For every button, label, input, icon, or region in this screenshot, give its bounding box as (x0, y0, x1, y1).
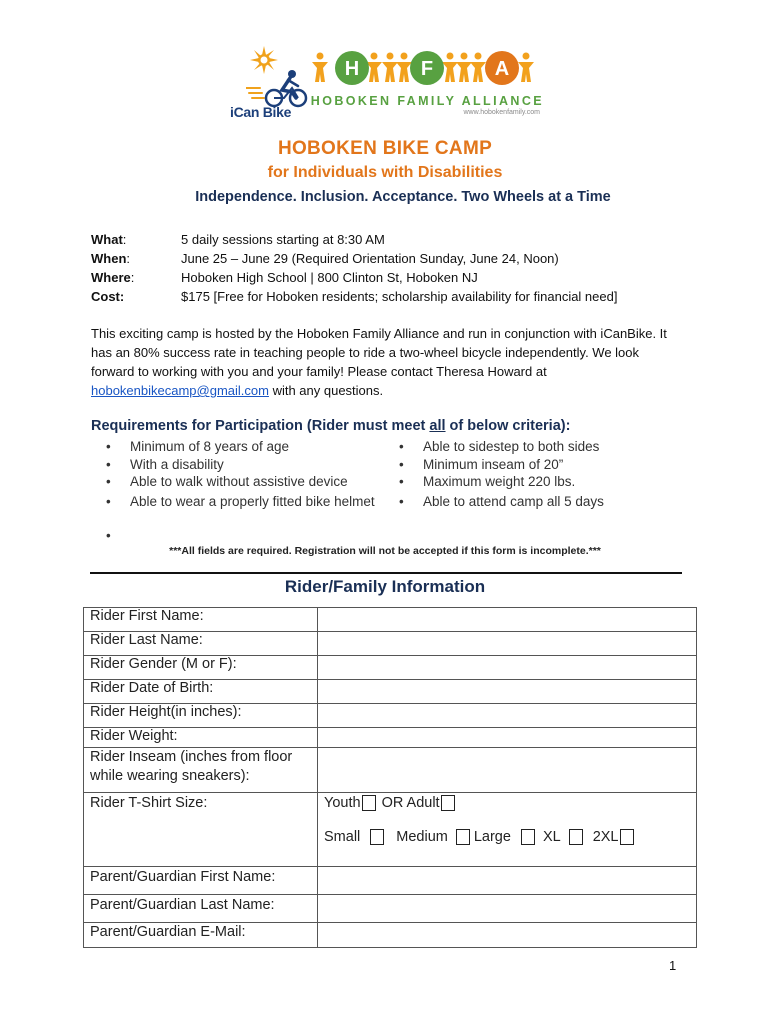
section-title: Rider/Family Information (284, 577, 486, 596)
detail-value: $175 [Free for Hoboken residents; scholarship availability for financial need] (181, 289, 618, 304)
hoboken-family-alliance-logo (308, 42, 548, 120)
field-label: Rider Inseam (inches from floor while wearing sneakers): (84, 748, 318, 793)
camp-details (91, 230, 617, 306)
size-xl-checkbox[interactable] (569, 829, 583, 845)
tshirt-size-cell (318, 793, 697, 867)
divider (90, 572, 682, 574)
intro-paragraph (91, 324, 681, 400)
field-label: Parent/Guardian Last Name: (84, 895, 318, 923)
required-fields-note: ***All fields are required. Registration will not be accepted if this form is incomplete.*** (169, 545, 601, 557)
requirements-list-left (106, 438, 376, 510)
table-row (84, 704, 697, 728)
list-item: • Able to wear a properly fitted bike helmet (106, 493, 375, 509)
field-label: Rider First Name: (84, 608, 318, 632)
size-2xl-label: 2XL (592, 829, 619, 845)
detail-label: When (91, 251, 127, 266)
table-row (84, 923, 697, 948)
hfa-letter-h: H (344, 58, 360, 80)
person-figure-head (461, 53, 468, 60)
table-row (84, 608, 697, 632)
rider-last-name-field[interactable] (318, 632, 697, 656)
rider-dob-field[interactable] (318, 680, 697, 704)
hfa-letter-a: A (494, 58, 510, 80)
bike-rider-icon (246, 68, 308, 108)
size-medium-label: Medium (396, 829, 448, 845)
table-row (84, 680, 697, 704)
table-row (84, 793, 697, 867)
table-row (84, 748, 697, 793)
hfa-wordmark: HOBOKEN FAMILY ALLIANCE (310, 94, 544, 108)
size-medium-checkbox[interactable] (456, 829, 470, 845)
size-2xl-checkbox[interactable] (620, 829, 634, 845)
size-xl-label: XL (542, 829, 561, 845)
empty-bullet: • (106, 528, 111, 543)
table-row (84, 895, 697, 923)
person-figure-body (470, 62, 486, 82)
hfa-url: www.hobokenfamily.com (463, 109, 540, 116)
size-large-label: Large (473, 829, 511, 845)
rider-height-field[interactable] (318, 704, 697, 728)
field-label: Rider Last Name: (84, 632, 318, 656)
parent-last-name-field[interactable] (318, 895, 697, 923)
detail-row-cost (91, 287, 617, 306)
person-figure-body (396, 62, 412, 82)
list-item: • Able to walk without assistive device (106, 474, 348, 489)
size-large-checkbox[interactable] (521, 829, 535, 845)
requirements-list-right (399, 438, 659, 510)
person-figure-head (447, 53, 454, 60)
list-item: • Able to sidestep to both sides (399, 439, 600, 454)
tagline: Independence. Inclusion. Acceptance. Two Wheels at a Time (195, 189, 611, 205)
person-figure-head (475, 53, 482, 60)
detail-row-what: What: 5 daily sessions starting at 8:30 AM (91, 232, 385, 247)
person-figure-body (382, 62, 398, 82)
rider-weight-field[interactable] (318, 728, 697, 748)
detail-label: Cost: (91, 289, 125, 304)
detail-label: Where (91, 270, 131, 285)
contact-email-link[interactable]: hobokenbikecamp@gmail.com (91, 383, 269, 398)
person-figure-head (523, 53, 530, 60)
list-item: • With a disability (106, 456, 224, 472)
person-figure-head (401, 53, 408, 60)
table-row (84, 632, 697, 656)
size-small-checkbox[interactable] (370, 829, 384, 845)
field-label: Rider Height(in inches): (84, 704, 318, 728)
person-figure-body (456, 62, 472, 82)
rider-gender-field[interactable] (318, 656, 697, 680)
page-subtitle: for Individuals with Disabilities (267, 164, 503, 181)
field-label: Rider Date of Birth: (84, 680, 318, 704)
field-label: Rider Weight: (84, 728, 318, 748)
table-row (84, 728, 697, 748)
field-label: Rider T-Shirt Size: (84, 793, 318, 867)
youth-checkbox[interactable] (362, 795, 376, 811)
detail-value: 5 daily sessions starting at 8:30 AM (181, 232, 385, 247)
size-small-label: Small (324, 829, 361, 845)
detail-value: June 25 – June 29 (Required Orientation Sunday, June 24, Noon) (181, 251, 559, 266)
ican-bike-logo (228, 46, 308, 118)
rider-first-name-field[interactable] (318, 608, 697, 632)
intro-text: This exciting camp is hosted by the Hoboken Family Alliance and run in conjunction with iCanBike. It has an 80% success rate in teaching people to ride a two-wheel bicycle independently. We look forward to working with you and your family! Please contact Theresa Howard at (91, 326, 667, 379)
youth-label: Youth (324, 795, 361, 811)
intro-text-end: with any questions. (268, 383, 384, 398)
list-item: • Minimum of 8 years of age (106, 439, 290, 454)
requirements-heading: Requirements for Participation (Rider must meet all of below criteria): (91, 418, 571, 434)
detail-row-where: Where: Hoboken High School | 800 Clinton St, Hoboken NJ (91, 270, 478, 285)
field-label: Parent/Guardian First Name: (84, 867, 318, 895)
field-label: Parent/Guardian E-Mail: (84, 923, 318, 948)
person-figure-body (518, 62, 534, 82)
family-people-icon (312, 48, 542, 88)
list-item: • Able to attend camp all 5 days (399, 493, 604, 509)
person-figure-head (371, 53, 378, 60)
or-adult-label: OR Adult (381, 795, 440, 811)
person-figure-head (387, 53, 394, 60)
parent-first-name-field[interactable] (318, 867, 697, 895)
adult-checkbox[interactable] (441, 795, 455, 811)
detail-row-when: When: June 25 – June 29 (Required Orientation Sunday, June 24, Noon) (91, 251, 559, 266)
person-figure-head (317, 53, 324, 60)
list-item: • Maximum weight 220 lbs. (399, 474, 576, 489)
hfa-letter-f: F (420, 58, 434, 80)
table-row (84, 867, 697, 895)
ican-bike-wordmark: iCan Bike (230, 104, 292, 120)
detail-label: What (91, 232, 123, 247)
rider-inseam-field[interactable] (318, 748, 697, 793)
field-label: Rider Gender (M or F): (84, 656, 318, 680)
parent-email-field[interactable] (318, 923, 697, 948)
person-figure-body (312, 62, 328, 82)
detail-value: Hoboken High School | 800 Clinton St, Hoboken NJ (181, 270, 478, 285)
table-row (84, 656, 697, 680)
rider-family-form (83, 607, 697, 948)
page-number: 1 (669, 958, 677, 973)
list-item: • Minimum inseam of 20” (399, 456, 564, 472)
person-figure-body (442, 62, 458, 82)
page-title: HOBOKEN BIKE CAMP (277, 138, 493, 159)
